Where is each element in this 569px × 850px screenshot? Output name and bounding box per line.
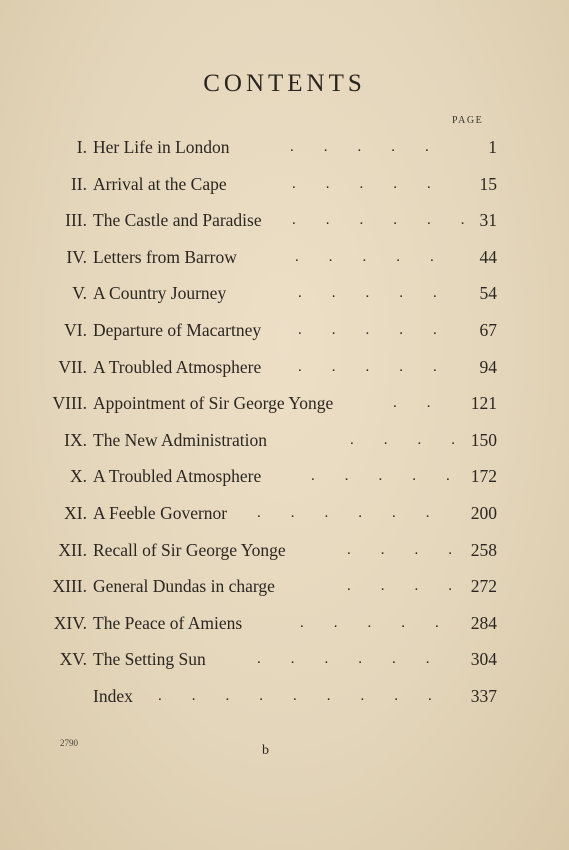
page-number: 200 [470,502,497,523]
toc-entry [0,605,569,642]
page-number: 44 [479,246,497,267]
signature-letter: b [262,743,269,758]
dot-leader: . . . . . [311,468,450,485]
chapter-title: Her Life in London [93,137,230,157]
page-number: 258 [470,539,497,560]
dot-leader: . . . . [347,541,452,558]
chapter-title: Letters from Barrow [93,246,237,267]
chapter-title: Index [93,685,133,706]
chapter-number: IX. [64,429,87,450]
page-number: 284 [470,612,497,633]
dot-leader: . . [393,395,431,412]
chapter-number: XII. [58,539,87,560]
toc-entry [0,458,569,495]
printer-signature: 2790 [60,738,78,748]
chapter-number: VI. [64,319,87,340]
toc-entry [0,349,569,386]
toc-entry [0,239,569,276]
chapter-title: Departure of Macartney [93,319,262,340]
chapter-title: Appointment of Sir George Yonge [93,393,334,414]
chapter-title: The Peace of Amiens [93,612,243,633]
dot-leader: . . . . [350,431,455,448]
chapter-title: General Dundas in charge [93,576,275,597]
chapter-title: The Castle and Paradise [93,210,262,231]
chapter-title: A Troubled Atmosphere [93,356,262,377]
page-number: 272 [470,576,497,597]
toc-entry [0,129,569,166]
dot-leader: . . . . . . [257,504,430,521]
toc-entry [0,641,569,678]
dot-leader: . . . . . [292,175,431,192]
page-number: 1 [488,137,497,157]
chapter-number: III. [65,210,87,231]
page-number: 54 [479,283,497,304]
chapter-number: XIII. [52,576,87,597]
page-number: 94 [479,356,497,377]
chapter-number: IV. [66,246,87,267]
chapter-title: A Troubled Atmosphere [93,466,262,487]
chapter-number: V. [72,283,87,304]
chapter-title: The Setting Sun [93,649,206,670]
chapter-title: A Country Journey [93,283,227,304]
dot-leader: . . . . . [298,358,437,375]
toc-entry [0,532,569,569]
toc-entry [0,385,569,422]
chapter-number: XV. [59,649,87,670]
page-number: 304 [470,649,497,670]
chapter-title: The New Administration [93,429,268,450]
toc-entry [0,678,569,715]
page-number: 15 [479,173,497,194]
dot-leader: . . . . . [290,139,429,155]
page-number: 67 [479,319,497,340]
toc-entry [0,495,569,532]
dot-leader: . . . . [347,578,452,595]
page-number: 172 [470,466,497,487]
chapter-number: VIII. [52,393,87,414]
chapter-title: Recall of Sir George Yonge [93,539,286,560]
page-number: 121 [470,393,497,414]
dot-leader: . . . . . [298,321,437,338]
toc-entry [0,422,569,459]
table-of-contents [0,129,569,715]
page-number: 150 [470,429,497,450]
page-title: CONTENTS [203,70,366,97]
chapter-title: Arrival at the Cape [93,173,227,194]
page-number: 337 [470,685,497,706]
toc-entry [0,166,569,203]
dot-leader: . . . . . . [257,651,430,668]
dot-leader: . . . . . . [292,212,465,229]
dot-leader: . . . . . [298,285,437,302]
chapter-number: X. [69,466,87,487]
page-column-label: PAGE [452,115,484,126]
toc-entry [0,568,569,605]
toc-entry [0,202,569,239]
chapter-title: A Feeble Governor [93,502,228,523]
chapter-number: XIV. [53,612,87,633]
dot-leader: . . . . . [295,248,434,265]
chapter-number: II. [70,173,87,194]
chapter-number: VII. [58,356,87,377]
chapter-number: XI. [64,502,87,523]
toc-entry [0,312,569,349]
dot-leader: . . . . . . . . . [158,687,432,704]
dot-leader: . . . . . [300,614,439,631]
chapter-number: I. [76,137,87,157]
page-number: 31 [479,210,497,231]
toc-entry [0,275,569,312]
